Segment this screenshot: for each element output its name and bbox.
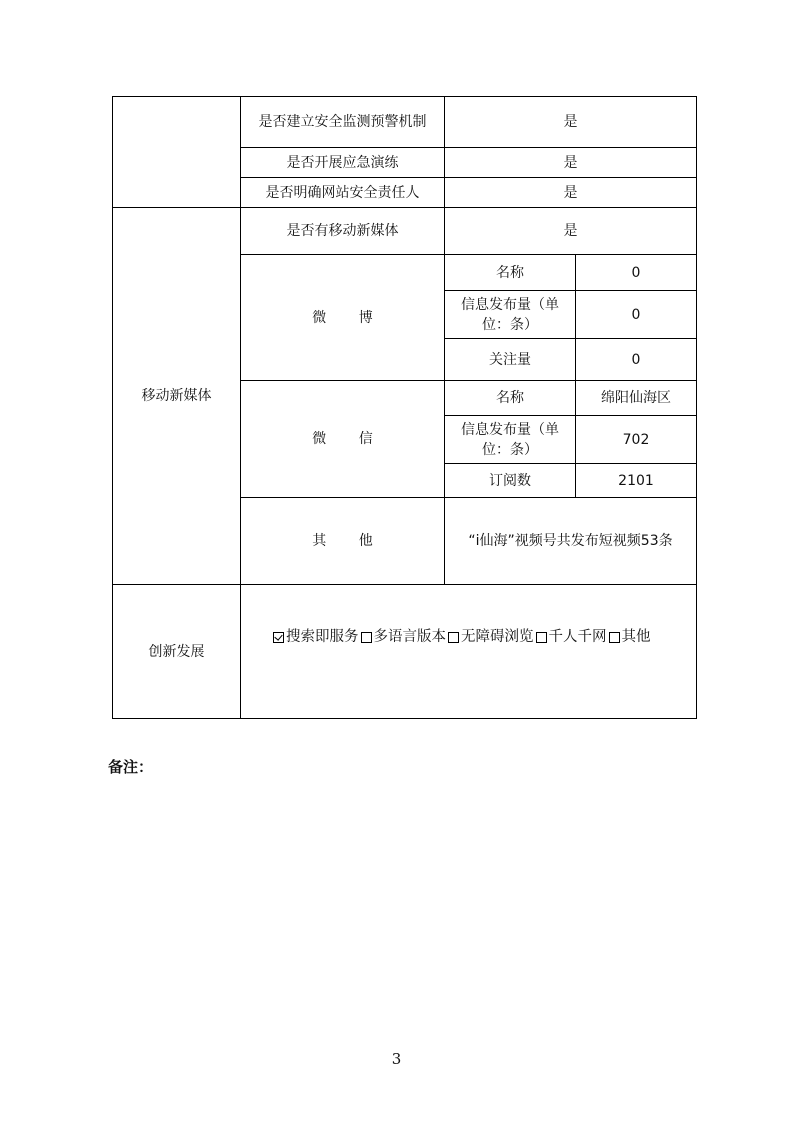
option-other[interactable]	[607, 627, 651, 647]
checkbox-icon[interactable]	[609, 632, 620, 643]
option-label: 其他	[621, 629, 651, 645]
weibo-name-label: 名称	[445, 255, 576, 291]
checkbox-icon[interactable]	[361, 632, 372, 643]
monitoring-label: 是否建立安全监测预警机制	[241, 97, 445, 148]
has-media-label: 是否有移动新媒体	[241, 208, 445, 255]
weibo-follow-label: 关注量	[445, 339, 576, 381]
checkbox-icon[interactable]	[536, 632, 547, 643]
wechat-posts-value: 702	[576, 416, 697, 464]
note-label: 备注：	[108, 758, 154, 776]
option-personalized[interactable]	[534, 627, 607, 647]
mobile-media-section-label: 移动新媒体	[113, 208, 241, 585]
innovation-section-label: 创新发展	[113, 585, 241, 719]
security-section-cell	[113, 97, 241, 208]
checkbox-icon[interactable]	[448, 632, 459, 643]
drill-label: 是否开展应急演练	[241, 148, 445, 178]
has-media-value: 是	[445, 208, 697, 255]
checkbox-icon[interactable]	[273, 632, 284, 643]
responsible-value: 是	[445, 178, 697, 208]
weibo-posts-label: 信息发布量（单位：条）	[445, 291, 576, 339]
responsible-label: 是否明确网站安全责任人	[241, 178, 445, 208]
weibo-name-value: 0	[576, 255, 697, 291]
innovation-options-cell	[241, 585, 697, 719]
option-label: 搜索即服务	[286, 629, 359, 645]
other-value: “i仙海”视频号共发布短视频53条	[445, 498, 697, 585]
option-label: 千人千网	[548, 629, 607, 645]
option-search-as-service[interactable]	[271, 627, 359, 647]
monitoring-value: 是	[445, 97, 697, 148]
drill-value: 是	[445, 148, 697, 178]
wechat-name-value: 绵阳仙海区	[576, 381, 697, 416]
weibo-follow-value: 0	[576, 339, 697, 381]
wechat-posts-label: 信息发布量（单位：条）	[445, 416, 576, 464]
wechat-label: 微 信	[241, 381, 445, 498]
wechat-subs-value: 2101	[576, 464, 697, 498]
option-accessibility[interactable]	[446, 627, 534, 647]
option-multilingual[interactable]	[359, 627, 447, 647]
wechat-subs-label: 订阅数	[445, 464, 576, 498]
weibo-label: 微 博	[241, 255, 445, 381]
wechat-name-label: 名称	[445, 381, 576, 416]
option-label: 多语言版本	[373, 629, 446, 645]
other-label: 其 他	[241, 498, 445, 585]
page-number: 3	[391, 1050, 402, 1068]
weibo-posts-value: 0	[576, 291, 697, 339]
report-table	[112, 96, 697, 719]
option-label: 无障碍浏览	[461, 629, 534, 645]
